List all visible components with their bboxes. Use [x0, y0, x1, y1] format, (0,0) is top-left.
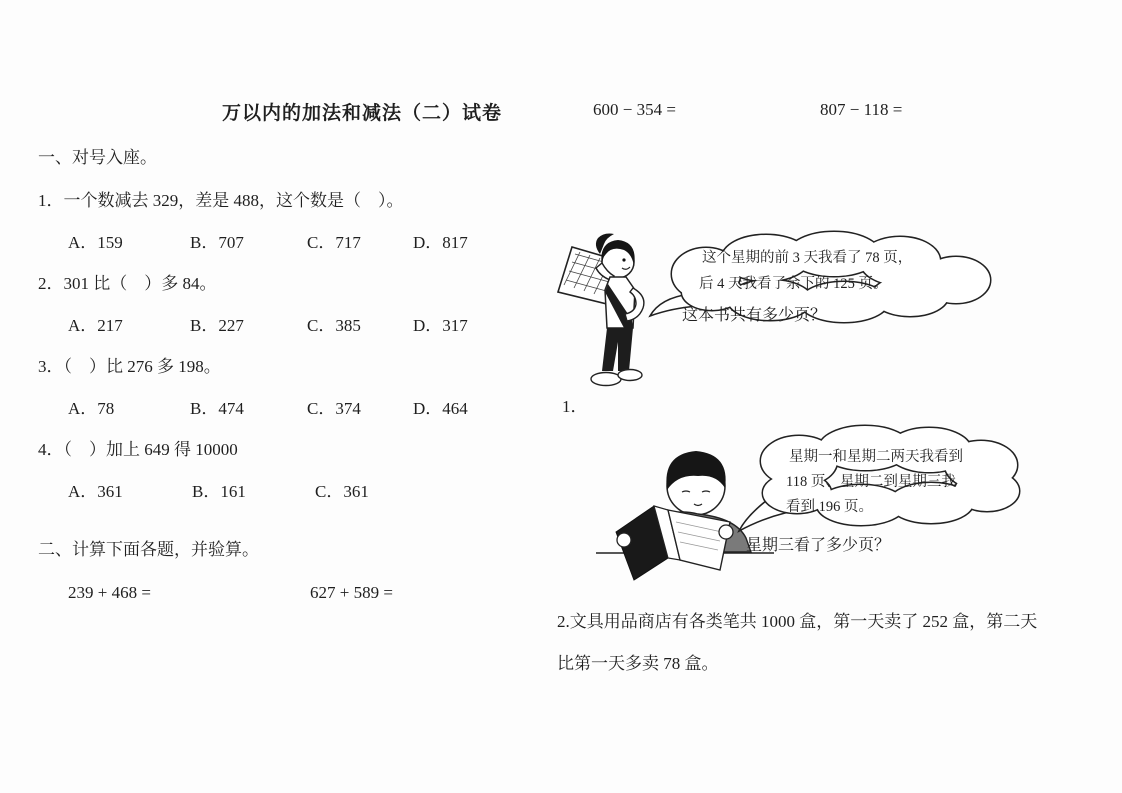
section-two-heading: 二、计算下面各题，并验算。: [38, 540, 259, 559]
question-3-text: 3．（ ）比 276 多 198。: [38, 357, 221, 376]
problem-3-line-1: 2.文具用品商店有各类笔共 1000 盒，第一天卖了 252 盒，第二天: [557, 612, 1038, 631]
question-2-option-a: A．217: [68, 316, 123, 335]
question-4-text: 4．（ ）加上 649 得 10000: [38, 440, 238, 459]
question-3-option-d: D．464: [413, 399, 468, 418]
question-1-text: 1．一个数减去 329，差是 488，这个数是（ ）。: [38, 191, 404, 210]
section-two-equation-2: 627 + 589 =: [310, 583, 393, 602]
problem-3-line-2: 比第一天多卖 78 盒。: [557, 654, 719, 673]
section-one-heading: 一、对号入座。: [38, 148, 157, 167]
header-equation-2: 807 − 118 =: [820, 100, 903, 119]
question-4-option-a: A．361: [68, 482, 123, 501]
header-equation-1: 600 − 354 =: [593, 100, 676, 119]
question-4-option-c: C．361: [315, 482, 369, 501]
question-2-option-c: C．385: [307, 316, 361, 335]
page-title: 万以内的加法和减法（二）试卷: [222, 103, 503, 124]
question-2-option-b: B．227: [190, 316, 244, 335]
question-2-text: 2．301 比（ ）多 84。: [38, 274, 217, 293]
problem-2-question: 星期三看了多少页？: [746, 537, 891, 554]
bubble-2-line-1: 星期一和星期二两天我看到: [789, 449, 963, 465]
bubble-2-line-2: 118 页、星期二到星期三我: [786, 474, 956, 490]
bubble-2-line-3: 看到 196 页。: [786, 499, 873, 515]
problem-1-question: 这本书共有多少页？: [682, 307, 827, 324]
question-3-option-b: B．474: [190, 399, 244, 418]
question-2-option-d: D．317: [413, 316, 468, 335]
question-1-option-d: D．817: [413, 233, 468, 252]
bubble-1-line-2: 后 4 天我看了余下的 125 页。: [699, 276, 888, 292]
bubble-1-line-1: 这个星期的前 3 天我看了 78 页，: [702, 250, 913, 266]
problem-1-label: 1．: [562, 397, 588, 416]
question-3-option-a: A．78: [68, 399, 115, 418]
section-two-equation-1: 239 + 468 =: [68, 583, 151, 602]
question-1-option-b: B．707: [190, 233, 244, 252]
question-1-option-a: A．159: [68, 233, 123, 252]
question-4-option-b: B．161: [192, 482, 246, 501]
question-1-option-c: C．717: [307, 233, 361, 252]
question-3-option-c: C．374: [307, 399, 361, 418]
